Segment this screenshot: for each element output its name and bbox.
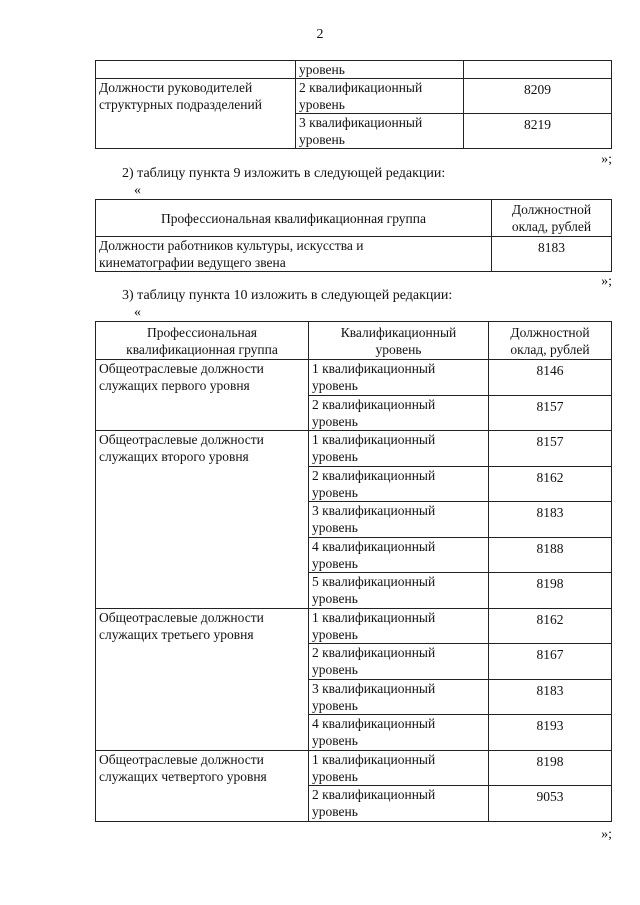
level-cell: 1 квалификационный уровень xyxy=(309,360,489,396)
salary-cell: 8167 xyxy=(489,644,612,680)
table-header-row xyxy=(96,200,612,237)
paragraph-2: 2) таблицу пункта 9 изложить в следующей редакции: xyxy=(122,166,446,181)
group-cell: Общеотраслевые должности служащих третьего уровня xyxy=(96,608,309,750)
level-cell: 4 квалификационный уровень xyxy=(309,715,489,751)
level-cell: 4 квалификационный уровень xyxy=(309,537,489,573)
level-cell: 2 квалификационный уровень xyxy=(309,644,489,680)
salary-cell: 8198 xyxy=(489,750,612,786)
salary-cell: 8157 xyxy=(489,431,612,467)
closing-quote: »; xyxy=(601,274,612,289)
level-cell: 3 квалификационный уровень xyxy=(309,679,489,715)
salary-cell: 8162 xyxy=(489,466,612,502)
table-row xyxy=(96,61,612,79)
salary-cell: 8183 xyxy=(489,502,612,538)
header-level: Квалификационный уровень xyxy=(309,322,489,360)
table-continuation xyxy=(95,60,612,149)
group-cell xyxy=(96,61,296,79)
opening-quote: « xyxy=(134,305,141,320)
table-row xyxy=(96,750,612,786)
level-cell: 3 квалификационный уровень xyxy=(309,502,489,538)
table-general-positions xyxy=(95,321,612,822)
level-cell: 2 квалификационный уровень xyxy=(309,786,489,822)
level-cell: 1 квалификационный уровень xyxy=(309,431,489,467)
salary-cell: 8162 xyxy=(489,608,612,644)
group-cell: Должности руководителей структурных подразделений xyxy=(96,79,296,149)
level-cell: 3 квалификационный уровень xyxy=(296,114,464,149)
salary-cell: 8183 xyxy=(489,679,612,715)
header-salary: Должностной оклад, рублей xyxy=(489,322,612,360)
header-group: Профессиональная квалификационная группа xyxy=(96,200,492,237)
salary-cell xyxy=(464,61,612,79)
table-row xyxy=(96,360,612,396)
level-cell: уровень xyxy=(296,61,464,79)
page-number: 2 xyxy=(316,27,324,42)
group-cell: Общеотраслевые должности служащих второго уровня xyxy=(96,431,309,609)
salary-cell: 8188 xyxy=(489,537,612,573)
table-culture xyxy=(95,199,612,272)
salary-cell: 8193 xyxy=(489,715,612,751)
salary-cell: 8209 xyxy=(464,79,612,114)
salary-cell: 8146 xyxy=(489,360,612,396)
table-row xyxy=(96,79,612,114)
header-salary: Должностной оклад, рублей xyxy=(492,200,612,237)
salary-cell: 8198 xyxy=(489,573,612,609)
group-cell: Общеотраслевые должности служащих первого уровня xyxy=(96,360,309,431)
salary-cell: 9053 xyxy=(489,786,612,822)
header-group: Профессиональная квалификационная группа xyxy=(96,322,309,360)
paragraph-3: 3) таблицу пункта 10 изложить в следующей редакции: xyxy=(122,288,453,303)
level-cell: 2 квалификационный уровень xyxy=(309,466,489,502)
opening-quote: « xyxy=(134,183,141,198)
table-header-row xyxy=(96,322,612,360)
closing-quote: »; xyxy=(601,827,612,842)
table-row xyxy=(96,431,612,467)
closing-quote: »; xyxy=(601,152,612,167)
group-cell: Должности работников культуры, искусства и кинематографии ведущего звена xyxy=(96,237,492,272)
level-cell: 5 квалификационный уровень xyxy=(309,573,489,609)
level-cell: 1 квалификационный уровень xyxy=(309,750,489,786)
salary-cell: 8183 xyxy=(492,237,612,272)
level-cell: 1 квалификационный уровень xyxy=(309,608,489,644)
table-row xyxy=(96,237,612,272)
table-row xyxy=(96,608,612,644)
salary-cell: 8219 xyxy=(464,114,612,149)
salary-cell: 8157 xyxy=(489,395,612,431)
group-cell: Общеотраслевые должности служащих четвертого уровня xyxy=(96,750,309,821)
level-cell: 2 квалификационный уровень xyxy=(296,79,464,114)
level-cell: 2 квалификационный уровень xyxy=(309,395,489,431)
